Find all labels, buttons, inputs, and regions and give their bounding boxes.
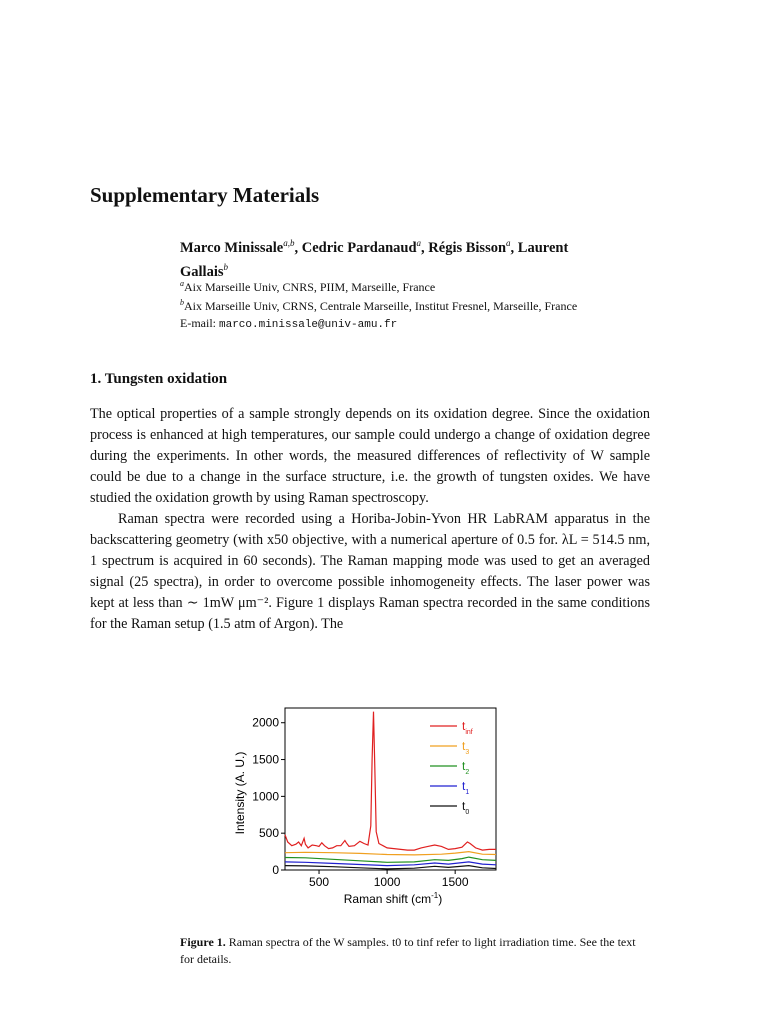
affiliation-text: Aix Marseille Univ, CRNS, Centrale Marseille, Institut Fresnel, Marseille, France (184, 299, 578, 313)
x-tick-label: 500 (309, 875, 330, 889)
caption-label: Figure 1. (180, 935, 226, 949)
affiliations (180, 276, 650, 314)
affiliation-text: Aix Marseille Univ, CNRS, PIIM, Marseille, France (184, 280, 436, 294)
legend-label-t0: $t_0$ (462, 799, 470, 816)
figure-caption (180, 934, 650, 968)
email-line (180, 316, 397, 331)
y-tick-label: 500 (258, 826, 279, 841)
affiliation-mark: b (223, 261, 229, 272)
y-tick-label: 0 (272, 863, 279, 877)
paragraph-1: The optical properties of a sample strongly depends on its oxidation degree. Since the oxidation process is enhanced at high temperatures, our sample could undergo a change of oxidation degree during the experiments. In other words, the measured differences of reflectivity of W sample could be due to a change in the surface structure, i.e. the growth of tungsten oxides. We have studied the oxidation growth by using Raman spectroscopy. (90, 406, 650, 506)
x-tick-label: 1500 (441, 875, 469, 889)
affiliation-b (180, 295, 650, 314)
series-line-t3 (285, 852, 496, 855)
paragraph-2: Raman spectra were recorded using a Horiba-Jobin-Yvon HR LabRAM apparatus in the backscattering geometry (with x50 objective, with a numerical aperture of 0.5 for. λL = 514.5 nm, 1 spectrum is acquired in 60 seconds). The Raman mapping mode was used to get an averaged signal (25 spectra), in order to overcome possible inhomogeneity effects. The laser power was kept at less than ∼ 1mW μm⁻². Figure 1 displays Raman spectra recorded in the same conditions for the Raman setup (1.5 atm of Argon). The (90, 511, 650, 632)
y-axis-label: Intensity (A. U.) (233, 751, 247, 835)
y-tick-label: 1500 (252, 752, 279, 767)
affiliation-mark: a,b (283, 238, 295, 248)
affiliation-mark: a (506, 238, 511, 248)
author-name: Gallais (180, 263, 224, 280)
author-list (180, 234, 650, 282)
author-name: Marco Minissale (180, 239, 284, 256)
email-label: E-mail: (180, 316, 216, 330)
y-tick-label: 1000 (252, 789, 279, 804)
section-heading: 1. Tungsten oxidation (90, 371, 228, 387)
body-text (90, 404, 650, 635)
affiliation-a (180, 276, 650, 295)
affiliation-mark: b (180, 298, 184, 307)
y-tick-label: 2000 (252, 715, 279, 730)
author-name: , Régis Bisson (421, 239, 507, 256)
affiliation-mark: a (416, 238, 422, 248)
author-name: , Laurent (510, 239, 569, 256)
series-line-t2 (285, 857, 496, 862)
x-axis-label: Raman shift $(cm^{-1})$ (343, 891, 443, 906)
author-name: , Cedric Pardanaud (294, 239, 417, 256)
email-address[interactable]: marco.minissale@univ-amu.fr (219, 319, 398, 331)
legend-label-t1: $t_1$ (462, 779, 470, 796)
legend-label-t2: $t_2$ (462, 759, 470, 776)
raman-chart (228, 703, 518, 913)
affiliation-mark: a (180, 279, 184, 288)
page-title: Supplementary Materials (90, 183, 320, 207)
x-tick-label: 1000 (373, 875, 401, 889)
caption-text: Raman spectra of the W samples. t0 to tinf refer to light irradiation time. See the text for details. (180, 935, 636, 966)
legend-label-tinf: $t_{inf}$ (462, 719, 473, 736)
legend-label-t3: $t_3$ (462, 739, 470, 756)
